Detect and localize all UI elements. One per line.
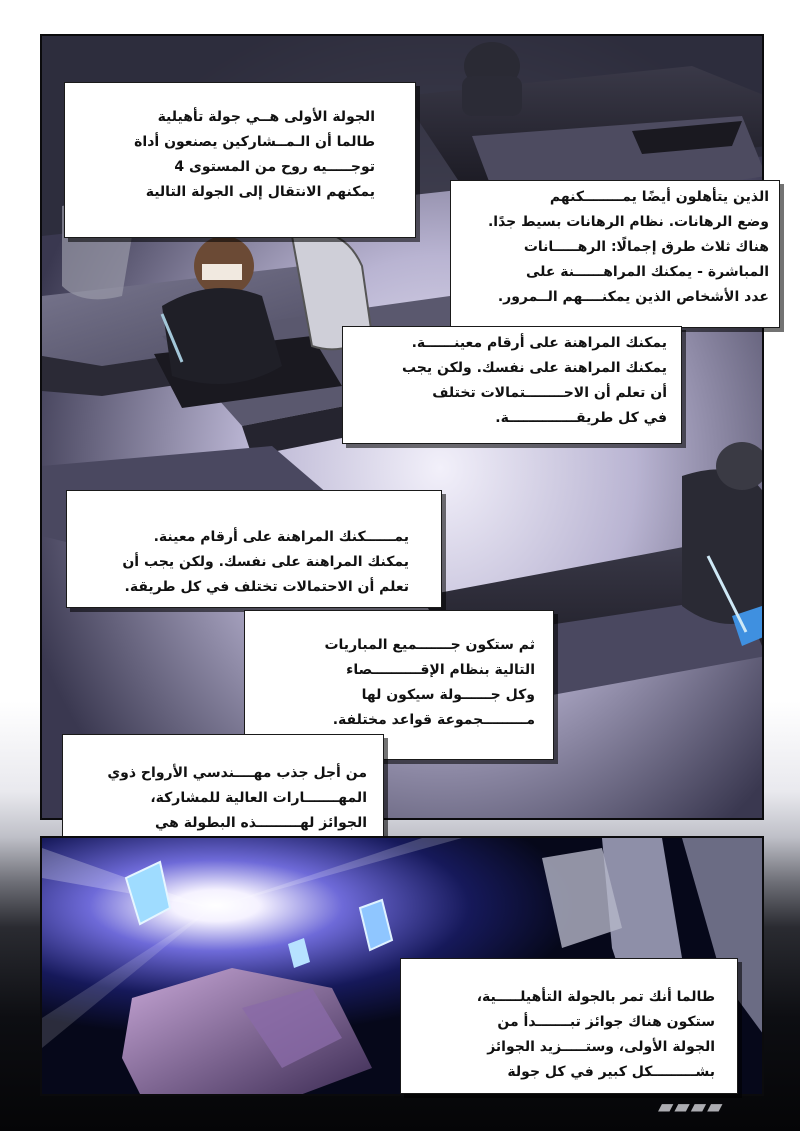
bubble-text-line: ستكون هناك جوائز تبـــــــدأ من <box>497 1014 715 1030</box>
bubble-text-line: المهـــــــارات العالية للمشاركة، <box>150 790 367 806</box>
bubble-text-line: وضع الرهانات. نظام الرهانات بسيط جدًا. <box>487 214 769 230</box>
speech-bubble-4 <box>66 490 442 608</box>
bubble-text-line: توجـــــيه روح من المستوى 4 <box>174 159 375 175</box>
bubble-text-line: الجوائز لهـــــــــذه البطولة هي <box>154 815 367 831</box>
speech-bubble-1 <box>64 82 416 238</box>
bubble-text-line: من أجل جذب مهــــندسي الأرواح ذوي <box>107 765 367 781</box>
student-body-back <box>462 76 522 116</box>
bubble-text-line: الجولة الأولى، وستـــــزيد الجوائز <box>487 1039 715 1055</box>
bubble-text-line: طالما أن الـمــشاركين يصنعون أداة <box>134 134 375 150</box>
bubble-text-line: في كل طريقــــــــــــــة. <box>495 410 667 426</box>
bubble-text-line: وكل جــــــولة سيكون لها <box>361 687 535 703</box>
bubble-text-line: هناك ثلاث طرق إجمالًا: الرهـــــانات <box>523 239 769 255</box>
bubble-text-line: يمكنك المراهنة على نفسك. ولكن يجب <box>401 360 667 376</box>
bubble-text-line: أن تعلم أن الاحــــــــتمالات تختلف <box>432 385 667 401</box>
bubble-text-line: يمــــــكنك المراهنة على أرقام معينة. <box>153 529 409 545</box>
speech-bubble-2 <box>450 180 780 328</box>
bubble-text-line: عدد الأشخاص الذين يمكنــــهم الــمرور. <box>497 289 769 305</box>
bubble-text-line: ثم ستكون جـــــــميع المباريات <box>324 637 535 653</box>
speech-bubble-3 <box>342 326 682 444</box>
publisher-logo: ▰▰▰▰ <box>658 1094 724 1118</box>
bubble-text-line: مـــــــــجموعة قواعد مختلفة. <box>332 712 535 728</box>
bubble-text-line: تعلم أن الاحتمالات تختلف في كل طريقة. <box>124 579 409 595</box>
bubble-text-line: الذين يتأهلون أيضًا يمــــــــكنهم <box>549 189 769 205</box>
bubble-text-line: بشـــــــــكل كبير في كل جولة <box>507 1064 715 1080</box>
bubble-text-line: يمكنهم الانتقال إلى الجولة التالية <box>145 184 375 200</box>
student-face <box>202 264 242 280</box>
bubble-text-line: طالما أنك تمر بالجولة التأهيلـــــية، <box>476 989 715 1005</box>
bubble-text-line: التالية بنظام الإقــــــــــصاء <box>346 662 535 678</box>
student-right-body <box>682 469 764 624</box>
bubble-text-line: يمكنك المراهنة على أرقام معينــــــة. <box>411 335 667 351</box>
bubble-text-line: الجولة الأولى هــي جولة تأهيلية <box>157 109 375 125</box>
bubble-text-line: المباشرة - يمكنك المراهــــــنة على <box>525 264 769 280</box>
bubble-text-line: يمكنك المراهنة على نفسك. ولكن يجب أن <box>122 554 409 570</box>
speech-bubble-7 <box>400 958 738 1094</box>
